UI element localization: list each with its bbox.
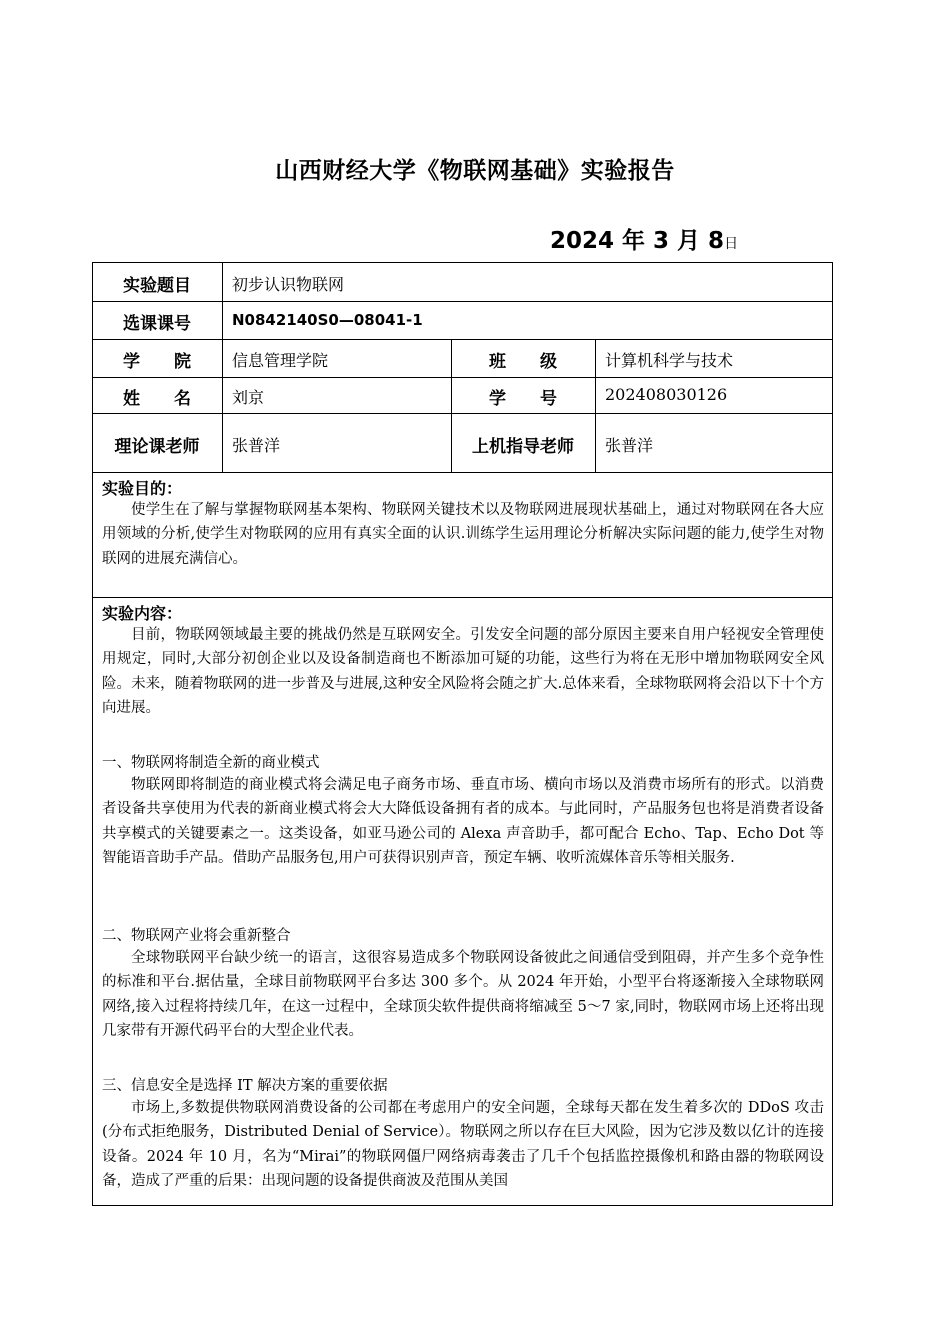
college-value: 信息管理学院 (232, 351, 329, 370)
theory-teacher-label: 理论课老师 (114, 437, 200, 457)
row-divider (92, 377, 833, 378)
content-title: 实验内容： (102, 604, 183, 623)
theory-teacher-value: 张普洋 (232, 436, 281, 455)
row-divider (92, 472, 833, 473)
purpose-text: 使学生在了解与掌握物联网基本架构、物联网关键技术以及物联网进展现状基础上，通过对物联网在各大应用领域的分析,使学生对物联网的应用有真实全面的认识.训练学生运用理论分析解决实际问题的能力,使学生对物联网的进展充满信心。 (102, 502, 824, 567)
col-divider (595, 339, 596, 472)
section-3-heading: 三、信息安全是选择 IT 解决方案的重要依据 (102, 1078, 388, 1094)
topic-label: 实验题目 (123, 276, 191, 296)
section-1-text: 物联网即将制造的商业模式将会满足电子商务市场、垂直市场、横向市场以及消费市场所有的形式。以消费者设备共享使用为代表的新商业模式将会大大降低设备拥有者的成本。与此同时，产品服务包也将是消费者设备共享模式的关键要素之一。这类设备，如亚马逊公司的 Alexa 声音助手，都可配合 Echo、Tap、Echo Dot 等智能语音助手产品。借助产品服务包,用户可获得识别声音，预定车辆、收听流媒体音乐等相关服务. (102, 777, 824, 866)
row-divider (92, 301, 833, 302)
lab-teacher-value: 张普洋 (605, 436, 654, 455)
topic-value: 初步认识物联网 (232, 275, 345, 294)
name-label: 姓 名 (123, 389, 191, 409)
section-3-text: 市场上,多数提供物联网消费设备的公司都在考虑用户的安全问题，全球每天都在发生着多次的 DDoS 攻击(分布式拒绝服务，Distributed Denial of Service）。物联网之所以存在巨大风险，因为它涉及数以亿计的连接设备。2024 年 10 月，名为“Mirai”的物联网僵尸网络病毒袭击了几千个包括监控摄像机和路由器的物联网设备，造成了严重的后果：出现问题的设备提供商波及范围从美国 (102, 1100, 824, 1189)
course-label: 选课课号 (123, 314, 191, 334)
row-divider (92, 597, 833, 598)
row-divider (92, 339, 833, 340)
course-value: N0842140S0—08041-1 (232, 311, 423, 329)
student-id-label: 学 号 (489, 389, 557, 409)
name-value: 刘京 (232, 388, 265, 407)
section-1-heading: 一、物联网将制造全新的商业模式 (102, 755, 320, 771)
row-divider (92, 413, 833, 414)
col-divider (222, 262, 223, 472)
class-label: 班 级 (489, 352, 557, 372)
content-intro: 目前，物联网领域最主要的挑战仍然是互联网安全。引发安全问题的部分原因主要来自用户轻视安全管理使用规定，同时,大部分初创企业以及设备制造商也不断添加可疑的功能，这些行为将在无形中增加物联网安全风险。未来，随着物联网的进一步普及与进展,这种安全风险将会随之扩大.总体来看，全球物联网将会沿以下十个方向进展。 (102, 627, 824, 716)
purpose-title: 实验目的： (102, 479, 183, 498)
student-id-value: 202408030126 (605, 385, 728, 404)
section-2-heading: 二、物联网产业将会重新整合 (102, 928, 291, 944)
page-title: 山西财经大学《物联网基础》实验报告 (275, 158, 675, 184)
lab-teacher-label: 上机指导老师 (472, 437, 574, 457)
class-value: 计算机科学与技术 (605, 351, 734, 370)
report-date-day-char: 日 (724, 236, 739, 252)
report-date-text: 2024 年 3 月 8 (550, 228, 725, 254)
report-date (550, 222, 738, 255)
section-2-text: 全球物联网平台缺少统一的语言，这很容易造成多个物联网设备彼此之间通信受到阻碍，并产生多个竞争性的标准和平台.据估量，全球目前物联网平台多达 300 多个。从 2024 年开始，小型平台将逐渐接入全球物联网网络,接入过程将持续几年，在这一过程中，全球顶尖软件提供商将缩减至 5～7 家,同时，物联网市场上还将出现几家带有开源代码平台的大型企业代表。 (102, 950, 824, 1039)
college-label: 学 院 (123, 352, 191, 372)
